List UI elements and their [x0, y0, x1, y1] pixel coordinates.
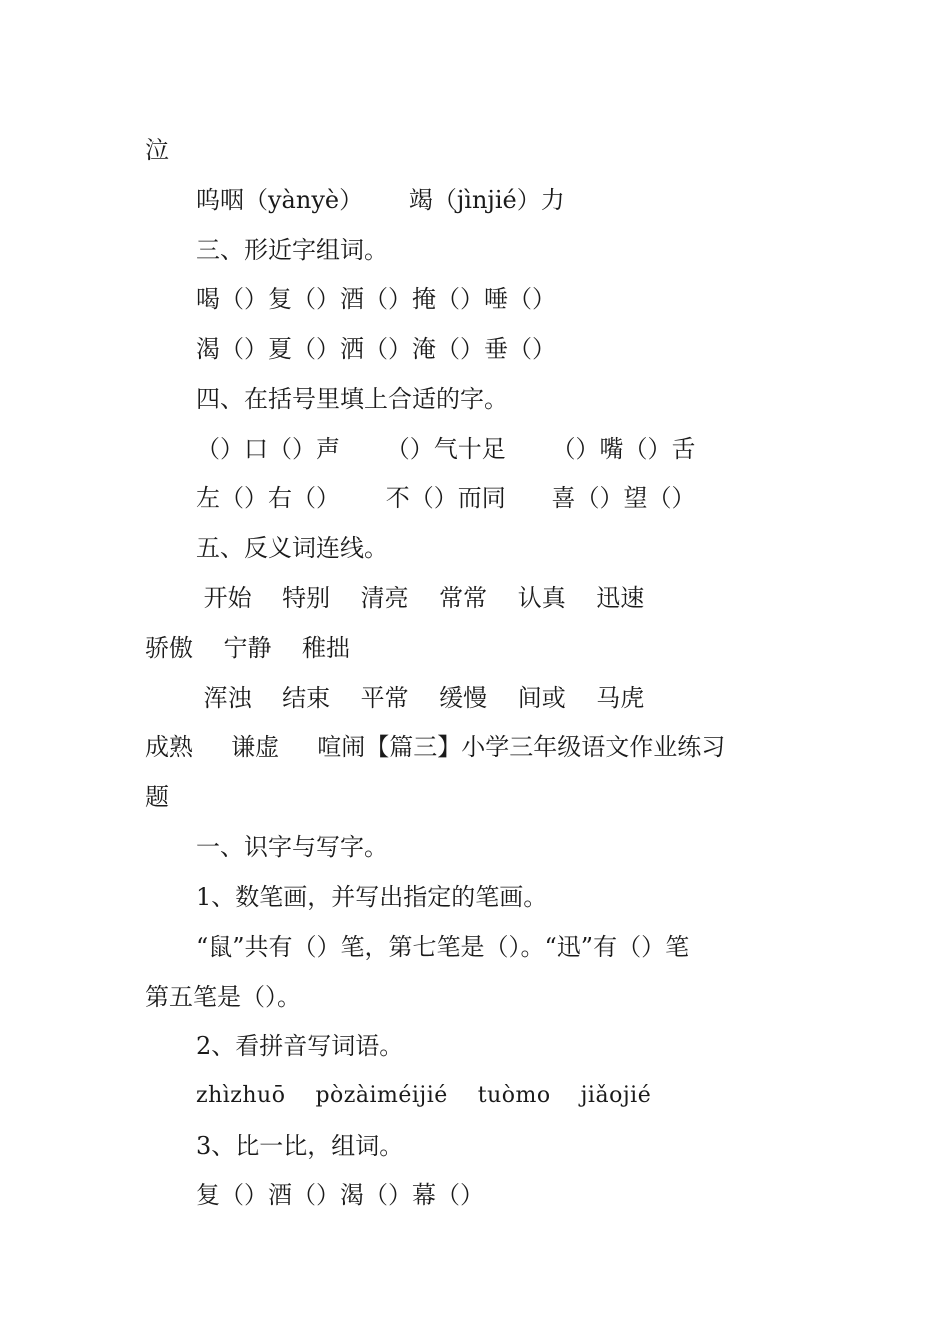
section-heading-5: 五、反义词连线。	[196, 534, 388, 562]
section-heading-3: 三、形近字组词。	[196, 236, 388, 264]
pinyin-line: zhìzhuō pòzàiméijié tuòmo jiǎojié	[196, 1083, 652, 1108]
text-line-10: 开始 特别 清亮 常常 认真 迅速	[196, 584, 645, 612]
text-line-2: 呜咽（yànyè） 竭（jìnjié）力	[196, 186, 565, 214]
text-line-4: 喝（）复（）酒（）掩（）唾（）	[196, 285, 556, 313]
text-line-16: 1、数笔画，并写出指定的笔画。	[196, 883, 548, 911]
section-heading-4: 四、在括号里填上合适的字。	[196, 385, 508, 413]
text-line-14: 题	[145, 783, 169, 811]
text-line-17: “鼠”共有（）笔，第七笔是（）。“迅”有（）笔	[196, 933, 690, 961]
text-line-1: 泣	[145, 136, 169, 164]
text-line-5: 渴（）夏（）洒（）淹（）垂（）	[196, 335, 556, 363]
text-line-12: 浑浊 结束 平常 缓慢 间或 马虎	[196, 684, 645, 712]
text-line-22: 复（）酒（）渴（）幕（）	[196, 1181, 484, 1209]
text-line-8: 左（）右（） 不（）而同 喜（）望（）	[196, 484, 696, 512]
text-line-13: 成熟 谦虚 喧闹【篇三】小学三年级语文作业练习	[145, 733, 726, 761]
text-line-21: 3、比一比，组词。	[196, 1132, 404, 1160]
text-line-11: 骄傲 宁静 稚拙	[145, 634, 351, 662]
section-heading-1: 一、识字与写字。	[196, 833, 388, 861]
text-line-18: 第五笔是（）。	[145, 983, 301, 1011]
text-line-19: 2、看拼音写词语。	[196, 1032, 404, 1060]
text-line-7: （）口（）声 （）气十足 （）嘴（）舌	[196, 435, 696, 463]
